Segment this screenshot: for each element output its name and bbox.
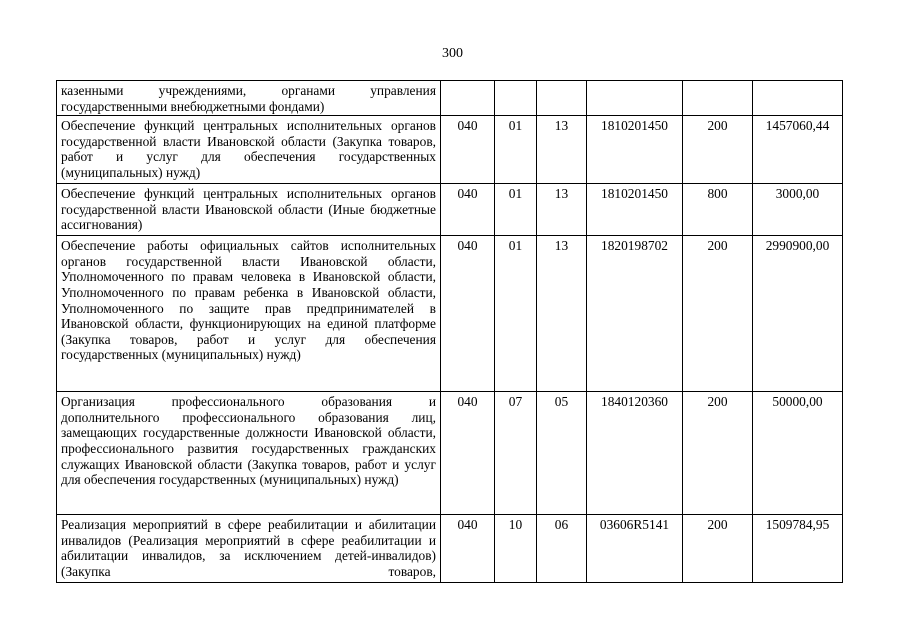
table-row: [57, 81, 843, 116]
target-article-code: 1810201450: [587, 184, 683, 236]
table-row: [57, 515, 843, 583]
ministry-code: [441, 81, 495, 116]
section-code: [495, 81, 537, 116]
expense-type-code: 800: [683, 184, 753, 236]
target-article-code: 1810201450: [587, 116, 683, 184]
section-code: 01: [495, 184, 537, 236]
expense-type-code: 200: [683, 236, 753, 392]
amount: 50000,00: [753, 392, 843, 515]
subsection-code: [537, 81, 587, 116]
expense-type-code: 200: [683, 392, 753, 515]
amount: [753, 81, 843, 116]
row-description: Обеспечение функций центральных исполнительных органов государственной власти Ивановской области (Иные бюджетные ассигнования): [57, 184, 441, 236]
expense-type-code: 200: [683, 515, 753, 583]
ministry-code: 040: [441, 515, 495, 583]
table-row: [57, 116, 843, 184]
amount: 1509784,95: [753, 515, 843, 583]
section-code: 07: [495, 392, 537, 515]
amount: 3000,00: [753, 184, 843, 236]
section-code: 01: [495, 236, 537, 392]
row-description: Организация профессионального образования и дополнительного профессионального образования лиц, замещающих государственные должности Ивановской области, профессионального развития государственных гражданских служащих Ивановской области (Закупка товаров, работ и услуг для обеспечения государственных (муниципальных) нужд): [57, 392, 441, 515]
subsection-code: 13: [537, 236, 587, 392]
target-article-code: 1840120360: [587, 392, 683, 515]
section-code: 10: [495, 515, 537, 583]
subsection-code: 06: [537, 515, 587, 583]
expense-type-code: 200: [683, 116, 753, 184]
ministry-code: 040: [441, 116, 495, 184]
ministry-code: 040: [441, 236, 495, 392]
subsection-code: 13: [537, 116, 587, 184]
section-code: 01: [495, 116, 537, 184]
page-number: 300: [442, 46, 463, 61]
row-description: Реализация мероприятий в сфере реабилитации и абилитации инвалидов (Реализация мероприятий в сфере реабилитации и абилитации инвалидов, за исключением детей-инвалидов) (Закупка товаров,: [57, 515, 441, 583]
table-row: [57, 392, 843, 515]
ministry-code: 040: [441, 184, 495, 236]
subsection-code: 05: [537, 392, 587, 515]
amount: 2990900,00: [753, 236, 843, 392]
expense-type-code: [683, 81, 753, 116]
ministry-code: 040: [441, 392, 495, 515]
row-description: Обеспечение работы официальных сайтов исполнительных органов государственной власти Ивановской области, Уполномоченного по правам человека в Ивановской области, Уполномоченного по правам ребенка в Ивановской области, Уполномоченного по защите прав предпринимателей в Ивановской области, функционирующих на единой платформе (Закупка товаров, работ и услуг для обеспечения государственных (муниципальных) нужд): [57, 236, 441, 392]
table-row: [57, 184, 843, 236]
target-article-code: 03606R5141: [587, 515, 683, 583]
row-description: Обеспечение функций центральных исполнительных органов государственной власти Ивановской области (Закупка товаров, работ и услуг для обеспечения государственных (муниципальных) нужд): [57, 116, 441, 184]
target-article-code: [587, 81, 683, 116]
subsection-code: 13: [537, 184, 587, 236]
amount: 1457060,44: [753, 116, 843, 184]
table-row: [57, 236, 843, 392]
target-article-code: 1820198702: [587, 236, 683, 392]
row-description: казенными учреждениями, органами управления государственными внебюджетными фондами): [57, 81, 441, 116]
budget-table: [56, 80, 843, 583]
